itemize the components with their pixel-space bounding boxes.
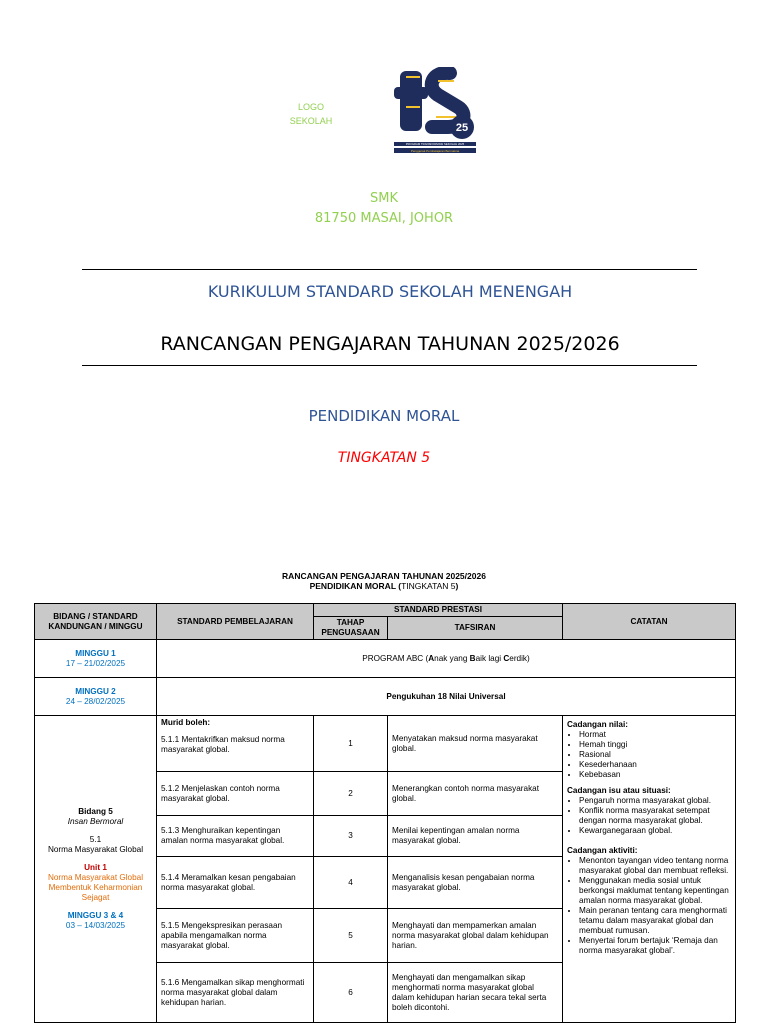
list-item: • Kebebasan [579,770,731,780]
sp-text: 5.1.1 Mentakrifkan maksud norma masyarakat global. [161,735,285,754]
header-bidang: BIDANG / STANDARD KANDUNGAN / MINGGU [35,604,157,640]
logo-tagline-1: PROGRAM TRANSFORMASI SEKOLAH 2025 [405,142,465,147]
murid-boleh: Murid boleh: [161,718,211,727]
sp-cell: 5.1.4 Meramalkan kesan pengabaian norma masyarakat global. [157,857,314,909]
tafsiran-cell: Menghayati dan mempamerkan amalan norma masyarakat global dalam kehidupan harian. [388,909,563,963]
week1-label: MINGGU 1 [75,648,116,658]
school-address: 81750 MASAI, JOHOR [314,211,454,226]
week2-label: MINGGU 2 [75,686,116,696]
unit-label: Unit 1 [84,863,107,872]
table-row-week1 [35,640,736,678]
bidang-subtitle: Insan Bermoral [67,817,124,826]
isu-heading: Cadangan isu atau situasi: [567,786,671,795]
document-header-line2 [0,581,768,591]
aktiviti-heading: Cadangan aktiviti: [567,846,638,855]
week1-cell [35,640,157,678]
subject-title: PENDIDIKAN MORAL [308,407,460,425]
document-header-prefix: PENDIDIKAN MORAL ( [309,581,402,591]
logo-tagline-2: Penggerak Pembelajaran Bermakna [410,148,460,153]
form-title: TINGKATAN 5 [337,450,431,466]
tafsiran-cell: Menghayati dan mengamalkan sikap menghormati norma masyarakat global dalam kehidupan harian secara tekal serta boleh dicontohi. [388,963,563,1023]
aktiviti-list [567,856,731,956]
header-catatan: CATATAN [563,604,736,640]
list-item: • Menggunakan media sosial untuk berkongsi maklumat tentang kepentingan amalan norma masyarakat global. [579,876,731,906]
list-item: • Rasional [579,750,731,760]
sp-cell [157,716,314,772]
header-standard-pembelajaran: STANDARD PEMBELAJARAN [157,604,314,640]
list-item: • Menyertai forum bertajuk ‘Remaja dan norma masyarakat global’. [579,936,731,956]
document-header [0,571,768,591]
school-name: SMK [370,191,398,206]
bidang-title: Bidang 5 [78,807,113,816]
list-item: • Kewarganegaraan global. [579,826,731,836]
list-item: • Konflik norma masyarakat setempat dengan norma masyarakat global. [579,806,731,826]
table-row [35,716,736,772]
program-letter-c: C [503,653,510,663]
bidang-cell [35,716,157,1023]
tp-cell: 3 [314,816,388,857]
table-header-row [35,604,736,617]
logo-number: 25 [455,122,469,134]
sp-cell: 5.1.3 Menghuraikan kepentingan amalan norma masyarakat global. [157,816,314,857]
header-tahap: TAHAP PENGUASAAN [314,617,388,640]
tafsiran-cell: Menerangkan contoh norma masyarakat global. [388,772,563,816]
list-item: • Pengaruh norma masyarakat global. [579,796,731,806]
week2-program: Pengukuhan 18 Nilai Universal [157,678,736,716]
list-item: • Hemah tinggi [579,740,731,750]
document-header-line1: RANCANGAN PENGAJARAN TAHUNAN 2025/2026 [282,571,486,581]
week34-label: MINGGU 3 & 4 [67,911,124,920]
header-tafsiran: TAFSIRAN [388,617,563,640]
week2-cell [35,678,157,716]
tafsiran-cell: Menganalisis kesan pengabaian norma masyarakat global. [388,857,563,909]
isu-list [567,796,731,836]
tp-cell: 4 [314,857,388,909]
tafsiran-cell: Menilai kepentingan amalan norma masyarakat global. [388,816,563,857]
ts25-logo [392,67,478,161]
tafsiran-cell: Menyatakan maksud norma masyarakat global. [388,716,563,772]
week1-program [157,640,736,678]
list-item: • Hormat [579,730,731,740]
table-row-week2 [35,678,736,716]
sp-cell: 5.1.5 Mengekspresikan perasaan apabila mengamalkan norma masyarakat global. [157,909,314,963]
tp-cell: 6 [314,963,388,1023]
list-item: • Kesederhanaan [579,760,731,770]
program-text-a: nak yang [434,653,470,663]
week34-dates: 03 – 14/03/2025 [65,921,126,930]
divider-top [82,269,697,270]
logo-placeholder-line: SEKOLAH [289,116,333,126]
program-text-c: erdik) [509,653,530,663]
program-letter-b: B [469,653,476,663]
program-text-b: aik lagi [475,653,504,663]
week2-dates: 24 – 28/02/2025 [65,696,126,706]
program-text-pre: PROGRAM ABC ( [362,653,429,663]
tp-cell: 5 [314,909,388,963]
list-item: • Menonton tayangan video tentang norma masyarakat global dan membuat refleksi. [579,856,731,876]
nilai-heading: Cadangan nilai: [567,720,628,729]
tp-cell: 1 [314,716,388,772]
week1-dates: 17 – 21/02/2025 [65,658,126,668]
sk-number: 5.1 [89,835,102,844]
catatan-cell [563,716,736,1023]
document-header-suffix: ) [455,581,459,591]
logo-placeholder [286,100,336,128]
sp-cell: 5.1.6 Mengamalkan sikap menghormati norma masyarakat global dalam kehidupan harian. [157,963,314,1023]
divider-bottom [82,365,697,366]
plan-title: RANCANGAN PENGAJARAN TAHUNAN 2025/2026 [160,333,620,355]
header-standard-prestasi: STANDARD PRESTASI [314,604,563,617]
rpt-table [34,603,736,1023]
logo-placeholder-line: LOGO [297,102,324,112]
tp-cell: 2 [314,772,388,816]
list-item: • Main peranan tentang cara menghormati tetamu dalam masyarakat global dan membuat rumusan. [579,906,731,936]
curriculum-title: KURIKULUM STANDARD SEKOLAH MENENGAH [207,282,573,301]
nilai-list [567,730,731,780]
sp-cell: 5.1.2 Menjelaskan contoh norma masyarakat global. [157,772,314,816]
unit-name: Norma Masyarakat Global Membentuk Keharmonian Sejagat [47,873,144,902]
program-letter-a: A [428,653,435,663]
sk-name: Norma Masyarakat Global [47,845,144,854]
document-header-form: TINGKATAN 5 [401,581,456,591]
